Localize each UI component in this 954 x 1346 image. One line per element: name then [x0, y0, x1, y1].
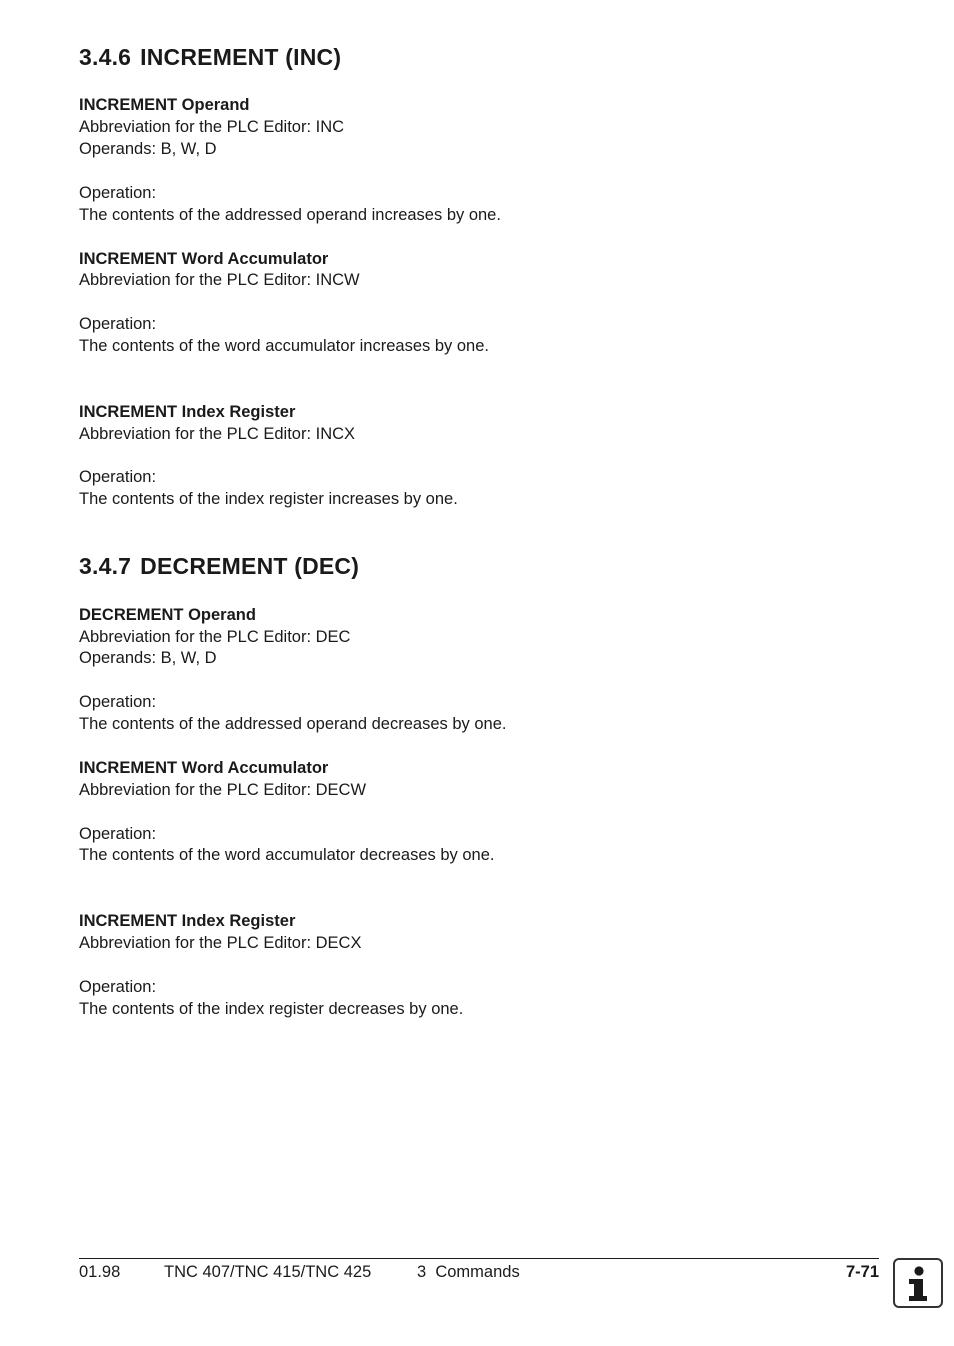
- text-line: Abbreviation for the PLC Editor: INC: [79, 118, 345, 136]
- text-line: The contents of the index register increases by one.: [79, 490, 458, 508]
- info-icon: [893, 1258, 943, 1308]
- footer-date: 01.98: [79, 1263, 121, 1281]
- section-title: INCREMENT (INC): [140, 44, 342, 70]
- footer-divider: [79, 1258, 879, 1259]
- text-line: The contents of the addressed operand increases by one.: [79, 206, 501, 224]
- text-line: Operation:: [79, 184, 157, 202]
- text-line: Abbreviation for the PLC Editor: DEC: [79, 628, 351, 646]
- text-line: Operation:: [79, 693, 157, 711]
- text-line: Operands: B, W, D: [79, 649, 217, 667]
- section-title: DECREMENT (DEC): [140, 553, 360, 579]
- text-line: The contents of the word accumulator decreases by one.: [79, 846, 495, 864]
- text-line: Operation:: [79, 825, 157, 843]
- text-line: Operation:: [79, 315, 157, 333]
- section-heading-increment: [79, 44, 341, 71]
- subheading: INCREMENT Index Register: [79, 403, 296, 421]
- subheading: INCREMENT Word Accumulator: [79, 250, 329, 268]
- footer-page-number: 7-71: [845, 1263, 879, 1281]
- footer-product: TNC 407/TNC 415/TNC 425: [164, 1263, 372, 1281]
- info-glyph: [895, 1260, 941, 1306]
- text-line: Operands: B, W, D: [79, 140, 217, 158]
- subheading: INCREMENT Word Accumulator: [79, 759, 329, 777]
- section-heading-decrement: [79, 553, 359, 580]
- text-line: Abbreviation for the PLC Editor: INCX: [79, 425, 356, 443]
- text-line: Abbreviation for the PLC Editor: DECW: [79, 781, 367, 799]
- section-number: 3.4.6: [79, 44, 132, 70]
- text-line: The contents of the word accumulator increases by one.: [79, 337, 489, 355]
- subheading: DECREMENT Operand: [79, 606, 256, 624]
- text-line: Abbreviation for the PLC Editor: DECX: [79, 934, 362, 952]
- subheading: INCREMENT Index Register: [79, 912, 296, 930]
- footer-chapter: 3 Commands: [417, 1263, 520, 1281]
- text-line: The contents of the index register decreases by one.: [79, 1000, 464, 1018]
- text-line: Operation:: [79, 978, 157, 996]
- subheading: INCREMENT Operand: [79, 96, 250, 114]
- section-number: 3.4.7: [79, 553, 132, 579]
- text-line: The contents of the addressed operand decreases by one.: [79, 715, 507, 733]
- text-line: Operation:: [79, 468, 157, 486]
- text-line: Abbreviation for the PLC Editor: INCW: [79, 271, 360, 289]
